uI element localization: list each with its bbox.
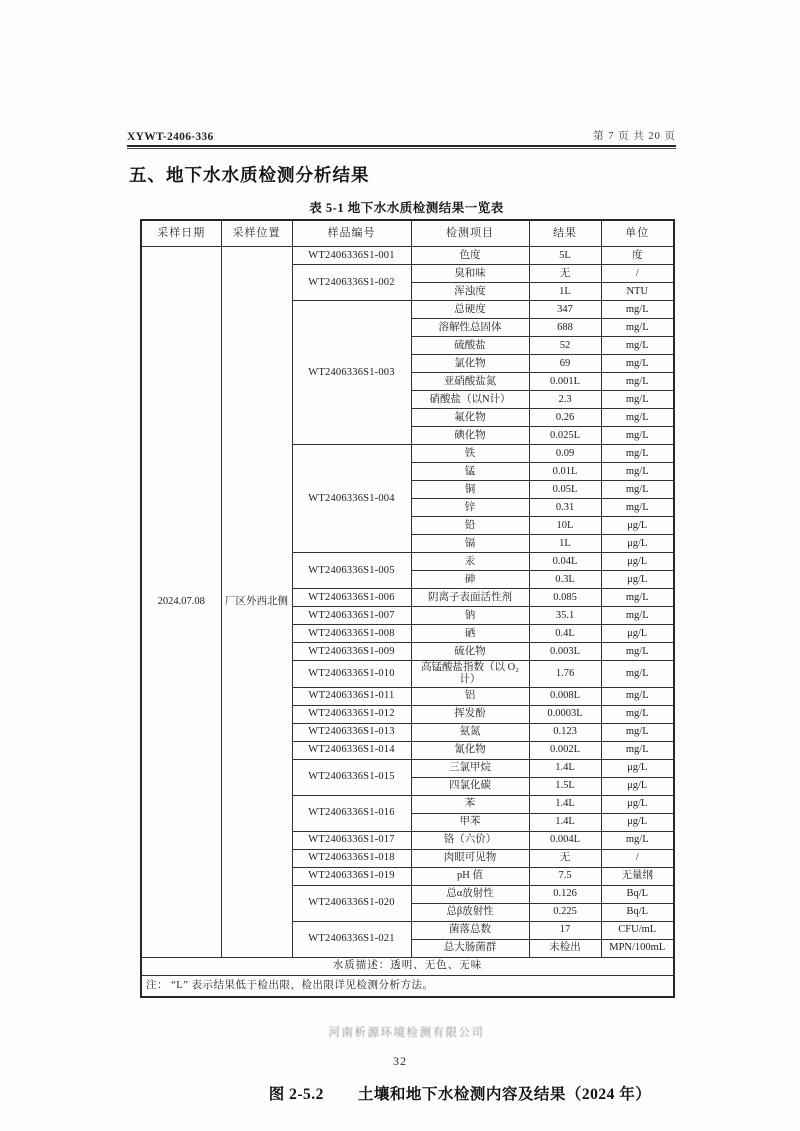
table-note: 注： “L” 表示结果低于检出限，检出限详见检测分析方法。: [141, 975, 674, 997]
result-cell: 0.002L: [529, 741, 601, 759]
item-cell: 硫酸盐: [411, 337, 529, 355]
unit-cell: mg/L: [601, 643, 674, 661]
result-cell: 1.76: [529, 661, 601, 688]
result-cell: 1L: [529, 535, 601, 553]
result-cell: 0.26: [529, 409, 601, 427]
sample-id-cell: WT2406336S1-004: [292, 445, 411, 553]
unit-cell: mg/L: [601, 741, 674, 759]
result-cell: 1.4L: [529, 795, 601, 813]
sample-id-cell: WT2406336S1-019: [292, 867, 411, 885]
unit-cell: mg/L: [601, 445, 674, 463]
unit-cell: μg/L: [601, 517, 674, 535]
result-cell: 0.123: [529, 723, 601, 741]
column-header-sample-id: 样品编号: [292, 220, 411, 247]
result-cell: 0.085: [529, 589, 601, 607]
result-cell: 0.225: [529, 903, 601, 921]
result-cell: 69: [529, 355, 601, 373]
table-row: [141, 247, 674, 265]
unit-cell: μg/L: [601, 759, 674, 777]
result-cell: 0.3L: [529, 571, 601, 589]
unit-cell: mg/L: [601, 687, 674, 705]
unit-cell: mg/L: [601, 607, 674, 625]
sample-id-cell: WT2406336S1-017: [292, 831, 411, 849]
sample-date-cell: 2024.07.08: [141, 247, 221, 958]
unit-cell: mg/L: [601, 589, 674, 607]
sample-id-cell: WT2406336S1-021: [292, 921, 411, 957]
item-cell: 总大肠菌群: [411, 939, 529, 957]
sample-id-cell: WT2406336S1-003: [292, 301, 411, 445]
item-cell: 三氯甲烷: [411, 759, 529, 777]
unit-cell: /: [601, 265, 674, 283]
unit-cell: mg/L: [601, 391, 674, 409]
table-body: [141, 247, 674, 958]
result-cell: 0.05L: [529, 481, 601, 499]
item-cell: 镉: [411, 535, 529, 553]
item-cell: 铜: [411, 481, 529, 499]
item-cell: 钠: [411, 607, 529, 625]
sample-id-cell: WT2406336S1-002: [292, 265, 411, 301]
unit-cell: μg/L: [601, 535, 674, 553]
item-cell: 浑浊度: [411, 283, 529, 301]
item-cell: 硒: [411, 625, 529, 643]
item-cell: 高锰酸盐指数（以 O₂ 计）: [411, 661, 529, 688]
result-cell: 5L: [529, 247, 601, 265]
company-stamp: 河南析源环境检测有限公司: [328, 1026, 485, 1039]
unit-cell: μg/L: [601, 625, 674, 643]
result-cell: 0.04L: [529, 553, 601, 571]
item-cell: 铝: [411, 687, 529, 705]
doc-header: [127, 128, 676, 143]
item-cell: 硝酸盐（以N计）: [411, 391, 529, 409]
unit-cell: mg/L: [601, 427, 674, 445]
unit-cell: mg/L: [601, 337, 674, 355]
item-cell: pH 值: [411, 867, 529, 885]
unit-cell: μg/L: [601, 795, 674, 813]
result-cell: 0.0003L: [529, 705, 601, 723]
item-cell: 挥发酚: [411, 705, 529, 723]
item-cell: 溶解性总固体: [411, 319, 529, 337]
sample-id-cell: WT2406336S1-008: [292, 625, 411, 643]
page-number: 32: [393, 1054, 407, 1068]
result-cell: 0.003L: [529, 643, 601, 661]
section-title: 五、地下水水质检测分析结果: [129, 165, 370, 185]
item-cell: 色度: [411, 247, 529, 265]
table-header-row: [141, 220, 674, 247]
item-cell: 氨氮: [411, 723, 529, 741]
column-header-unit: 单位: [601, 220, 674, 247]
unit-cell: mg/L: [601, 831, 674, 849]
unit-cell: μg/L: [601, 571, 674, 589]
unit-cell: Bq/L: [601, 903, 674, 921]
water-description: 水质描述：透明、无色、无味: [141, 957, 674, 975]
column-header-item: 检测项目: [411, 220, 529, 247]
item-cell: 氟化物: [411, 409, 529, 427]
item-cell: 砷: [411, 571, 529, 589]
sample-id-cell: WT2406336S1-009: [292, 643, 411, 661]
unit-cell: CFU/mL: [601, 921, 674, 939]
result-cell: 无: [529, 849, 601, 867]
column-header-date: 采样日期: [141, 220, 221, 247]
page-indicator: 第 7 页 共 20 页: [593, 131, 676, 142]
result-cell: 17: [529, 921, 601, 939]
column-header-location: 采样位置: [221, 220, 292, 247]
item-cell: 铅: [411, 517, 529, 535]
result-cell: 0.126: [529, 885, 601, 903]
item-cell: 苯: [411, 795, 529, 813]
item-cell: 总α放射性: [411, 885, 529, 903]
result-cell: 2.3: [529, 391, 601, 409]
result-cell: 347: [529, 301, 601, 319]
table-caption: 表 5-1 地下水水质检测结果一览表: [309, 201, 504, 215]
unit-cell: mg/L: [601, 463, 674, 481]
item-cell: 总硬度: [411, 301, 529, 319]
unit-cell: NTU: [601, 283, 674, 301]
doc-number: XYWT-2406-336: [127, 131, 214, 143]
item-cell: 锰: [411, 463, 529, 481]
unit-cell: mg/L: [601, 355, 674, 373]
item-cell: 甲苯: [411, 813, 529, 831]
sample-id-cell: WT2406336S1-018: [292, 849, 411, 867]
unit-cell: MPN/100mL: [601, 939, 674, 957]
unit-cell: mg/L: [601, 661, 674, 688]
item-cell: 菌落总数: [411, 921, 529, 939]
sample-id-cell: WT2406336S1-011: [292, 687, 411, 705]
result-cell: 无: [529, 265, 601, 283]
water-description-row: [141, 957, 674, 975]
item-cell: 铁: [411, 445, 529, 463]
result-cell: 688: [529, 319, 601, 337]
sample-id-cell: WT2406336S1-006: [292, 589, 411, 607]
item-cell: 铬（六价）: [411, 831, 529, 849]
sample-id-cell: WT2406336S1-010: [292, 661, 411, 688]
item-cell: 总β放射性: [411, 903, 529, 921]
result-cell: 1L: [529, 283, 601, 301]
unit-cell: μg/L: [601, 813, 674, 831]
sample-id-cell: WT2406336S1-001: [292, 247, 411, 265]
sample-id-cell: WT2406336S1-007: [292, 607, 411, 625]
sample-location-cell: 厂区外西北侧: [221, 247, 292, 958]
result-cell: 0.025L: [529, 427, 601, 445]
sample-id-cell: WT2406336S1-020: [292, 885, 411, 921]
result-cell: 0.09: [529, 445, 601, 463]
unit-cell: mg/L: [601, 301, 674, 319]
result-cell: 0.008L: [529, 687, 601, 705]
unit-cell: mg/L: [601, 723, 674, 741]
item-cell: 氯化物: [411, 355, 529, 373]
sample-id-cell: WT2406336S1-014: [292, 741, 411, 759]
result-cell: 1.5L: [529, 777, 601, 795]
unit-cell: μg/L: [601, 777, 674, 795]
item-cell: 氰化物: [411, 741, 529, 759]
result-cell: 1.4L: [529, 813, 601, 831]
item-cell: 亚硝酸盐氮: [411, 373, 529, 391]
unit-cell: mg/L: [601, 499, 674, 517]
sample-id-cell: WT2406336S1-015: [292, 759, 411, 795]
unit-cell: mg/L: [601, 705, 674, 723]
result-cell: 0.004L: [529, 831, 601, 849]
result-cell: 0.01L: [529, 463, 601, 481]
unit-cell: mg/L: [601, 319, 674, 337]
figure-caption-text: 土壤和地下水检测内容及结果（2024 年）: [357, 1085, 652, 1103]
result-cell: 35.1: [529, 607, 601, 625]
note-row: [141, 975, 674, 997]
result-cell: 10L: [529, 517, 601, 535]
results-table: [140, 219, 675, 998]
unit-cell: mg/L: [601, 373, 674, 391]
unit-cell: μg/L: [601, 553, 674, 571]
unit-cell: 无量纲: [601, 867, 674, 885]
item-cell: 臭和味: [411, 265, 529, 283]
header-rule: [127, 145, 676, 149]
unit-cell: mg/L: [601, 481, 674, 499]
result-cell: 1.4L: [529, 759, 601, 777]
column-header-result: 结果: [529, 220, 601, 247]
item-cell: 四氯化碳: [411, 777, 529, 795]
figure-caption-label: 图 2-5.2: [268, 1085, 324, 1103]
sample-id-cell: WT2406336S1-016: [292, 795, 411, 831]
result-cell: 0.31: [529, 499, 601, 517]
sample-id-cell: WT2406336S1-005: [292, 553, 411, 589]
unit-cell: 度: [601, 247, 674, 265]
result-cell: 52: [529, 337, 601, 355]
result-cell: 0.001L: [529, 373, 601, 391]
item-cell: 阴离子表面活性剂: [411, 589, 529, 607]
item-cell: 硫化物: [411, 643, 529, 661]
item-cell: 肉眼可见物: [411, 849, 529, 867]
result-cell: 7.5: [529, 867, 601, 885]
result-cell: 0.4L: [529, 625, 601, 643]
result-cell: 未检出: [529, 939, 601, 957]
item-cell: 锌: [411, 499, 529, 517]
item-cell: 碘化物: [411, 427, 529, 445]
unit-cell: Bq/L: [601, 885, 674, 903]
unit-cell: /: [601, 849, 674, 867]
item-cell: 汞: [411, 553, 529, 571]
sample-id-cell: WT2406336S1-012: [292, 705, 411, 723]
sample-id-cell: WT2406336S1-013: [292, 723, 411, 741]
figure-caption: [150, 1082, 770, 1104]
unit-cell: mg/L: [601, 409, 674, 427]
